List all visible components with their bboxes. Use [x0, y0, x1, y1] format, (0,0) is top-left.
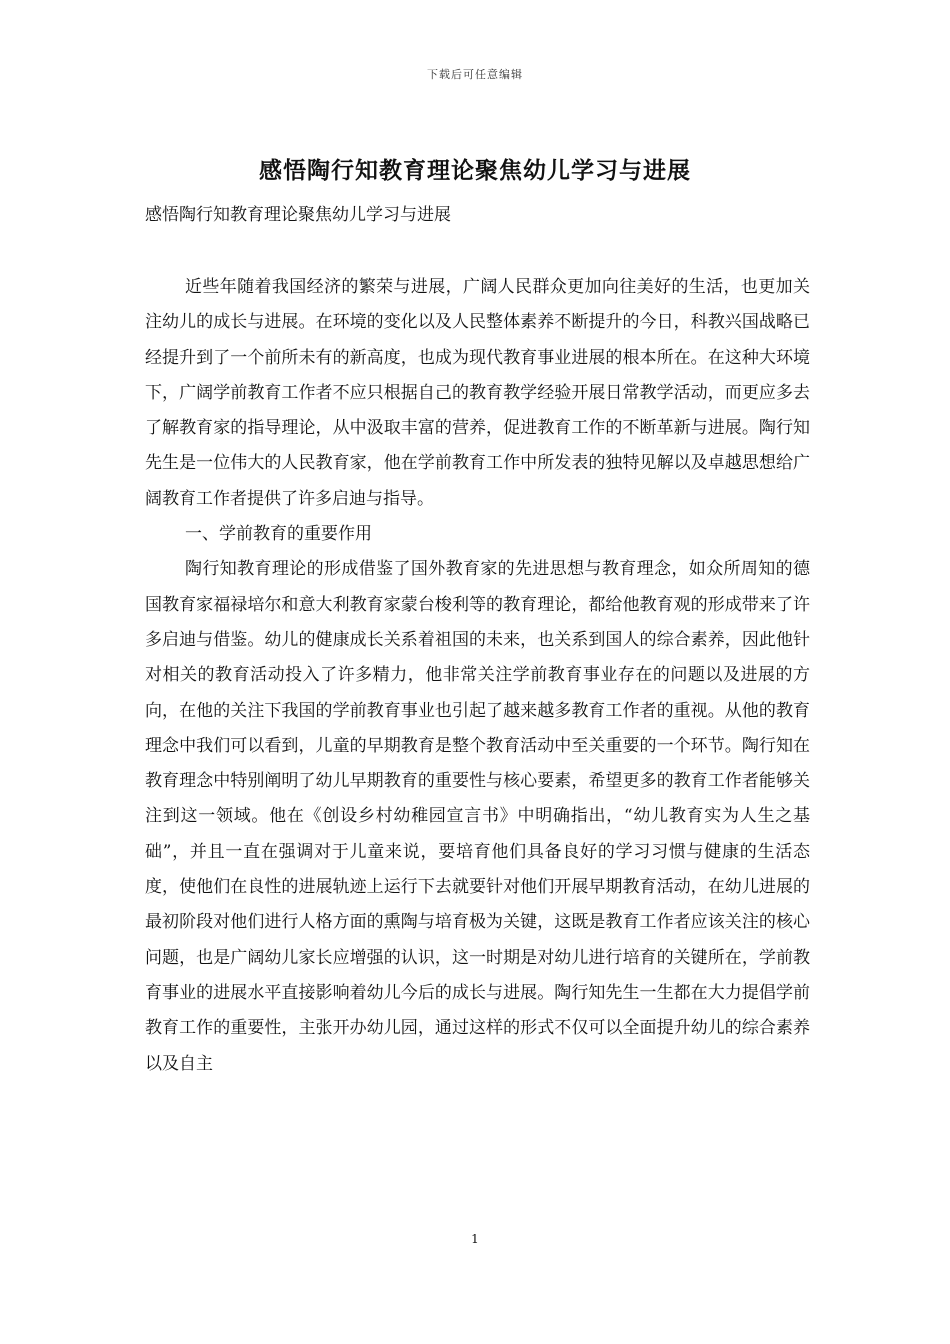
page-number: 1: [471, 1232, 479, 1246]
paragraph-section-1: 陶行知教育理论的形成借鉴了国外教育家的先进思想与教育理念，如众所周知的德国教育家福禄培尔和意大利教育家蒙台梭利等的教育理论，都给他教育观的形成带来了许多启迪与借鉴。幼儿的健康成长关系着祖国的未来，也关系到国人的综合素养，因此他针对相关的教育活动投入了许多精力，他非常关注学前教育事业存在的问题以及进展的方向，在他的关注下我国的学前教育事业也引起了越来越多教育工作者的重视。从他的教育理念中我们可以看到，儿童的早期教育是整个教育活动中至关重要的一个环节。陶行知在教育理念中特别阐明了幼儿早期教育的重要性与核心要素，希望更多的教育工作者能够关注到这一领域。他在《创设乡村幼稚园宣言书》中明确指出，“幼儿教育实为人生之基础”，并且一直在强调对于儿童来说，要培育他们具备良好的学习习惯与健康的生活态度，使他们在良性的进展轨迹上运行下去就要针对他们开展早期教育活动，在幼儿进展的最初阶段对他们进行人格方面的熏陶与培育极为关键，这既是教育工作者应该关注的核心问题，也是广阔幼儿家长应增强的认识，这一时期是对幼儿进行培育的关键所在，学前教育事业的进展水平直接影响着幼儿今后的成长与进展。陶行知先生一生都在大力提倡学前教育工作的重要性，主张开办幼儿园，通过这样的形式不仅可以全面提升幼儿的综合素养以及自主: [145, 559, 810, 1074]
document-subtitle: 感悟陶行知教育理论聚焦幼儿学习与进展: [145, 205, 451, 225]
document-title: 感悟陶行知教育理论聚焦幼儿学习与进展: [259, 157, 691, 184]
document-body: [145, 270, 810, 1082]
paragraph-intro: 近些年随着我国经济的繁荣与进展，广阔人民群众更加向往美好的生活，也更加关注幼儿的成长与进展。在环境的变化以及人民整体素养不断提升的今日，科教兴国战略已经提升到了一个前所未有的新高度，也成为现代教育事业进展的根本所在。在这种大环境下，广阔学前教育工作者不应只根据自己的教育教学经验开展日常教学活动，而更应多去了解教育家的指导理论，从中汲取丰富的营养，促进教育工作的不断革新与进展。陶行知先生是一位伟大的人民教育家，他在学前教育工作中所发表的独特见解以及卓越思想给广阔教育工作者提供了许多启迪与指导。: [145, 277, 810, 509]
header-note: 下载后可任意编辑: [427, 68, 523, 81]
section-heading: 一、学前教育的重要作用: [185, 524, 372, 545]
